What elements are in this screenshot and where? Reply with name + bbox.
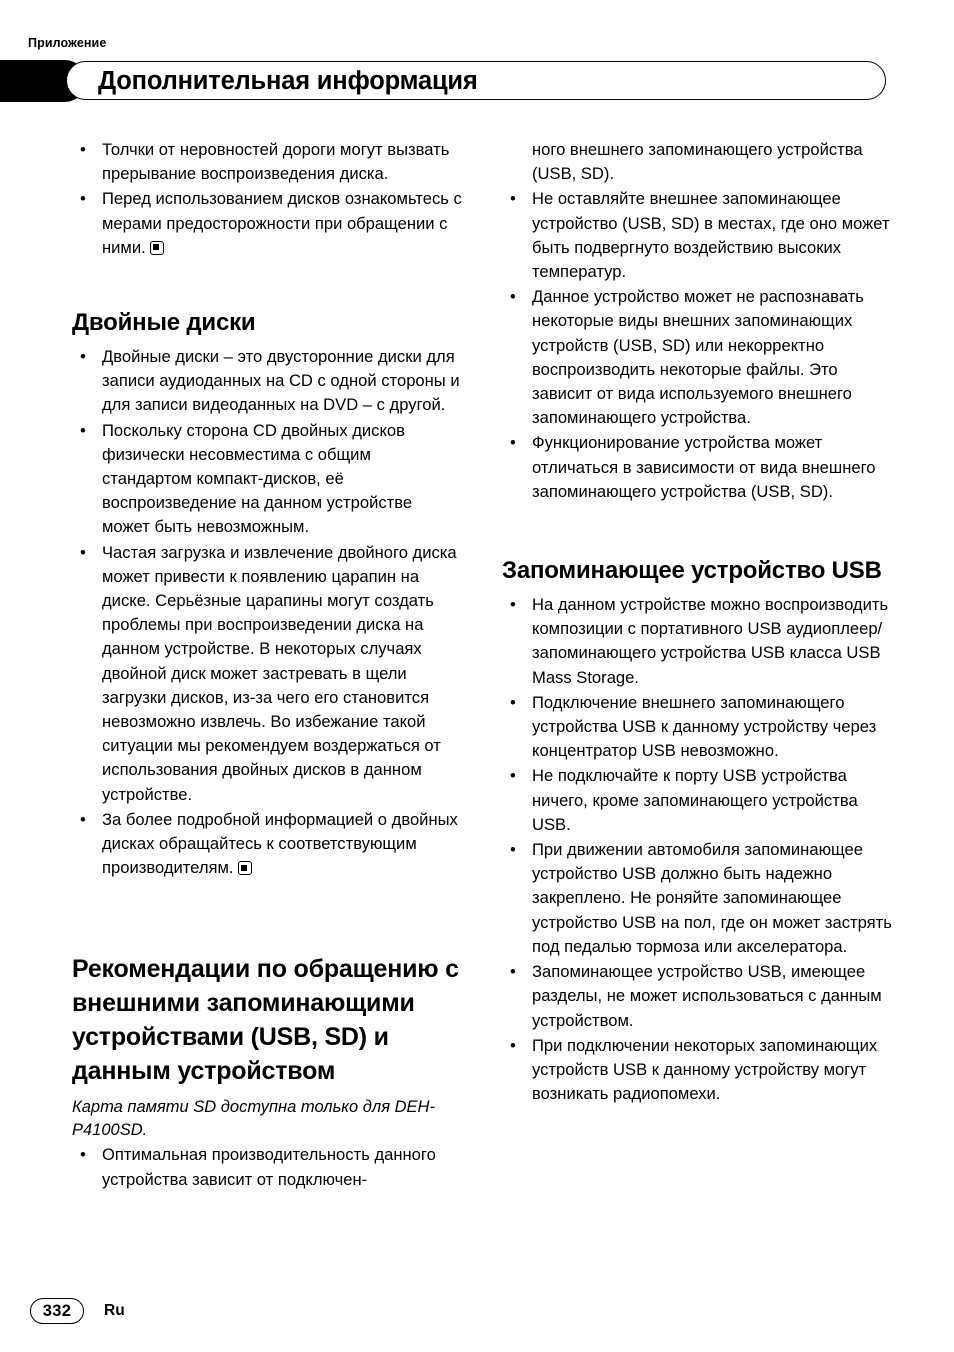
bullet-icon: •	[80, 809, 86, 829]
bullet-icon: •	[510, 189, 516, 209]
list-item	[502, 431, 892, 504]
list-item	[502, 960, 892, 1033]
bullet-icon: •	[80, 1145, 86, 1165]
list-item-text: На данном устройстве можно воспроизводить композиции с портативного USB аудиоплеер/запоминающего устройства USB класса USB Mass Storage.	[532, 595, 889, 687]
sd-availability-note: Карта памяти SD доступна только для DEH-P4100SD.	[72, 1098, 435, 1139]
list-item	[502, 285, 892, 430]
bullet-icon: •	[510, 692, 516, 712]
list-item	[502, 764, 892, 837]
list-item-text: Не подключайте к порту USB устройства ничего, кроме запоминающего устройства USB.	[532, 766, 858, 834]
dual-discs-bullet-list	[72, 345, 462, 880]
list-item	[72, 187, 462, 260]
list-item-text: Оптимальная производительность данного устройства зависит от подключен-	[102, 1145, 436, 1189]
list-item	[72, 808, 462, 881]
list-item-text: При подключении некоторых запоминающих устройств USB к данному устройству могут возникать радиопомехи.	[532, 1035, 878, 1104]
list-item	[502, 187, 892, 284]
external-storage-bullet-list-continued	[502, 187, 892, 504]
list-item	[72, 541, 462, 807]
list-item	[502, 691, 892, 764]
end-of-section-icon	[150, 241, 164, 255]
bullet-icon: •	[80, 140, 86, 159]
continuation-text: ного внешнего запоминающего устройства (USB, SD).	[532, 140, 863, 184]
usb-bullet-list	[502, 593, 892, 1106]
intro-bullet-list	[72, 138, 462, 260]
bullet-icon: •	[510, 287, 516, 307]
page-number-badge: 332	[30, 1298, 84, 1324]
heading-usb-storage: Запоминающее устройство USB	[502, 557, 882, 585]
list-item-text: Не оставляйте внешнее запоминающее устройство (USB, SD) в местах, где оно может быть подвергнуто воздействию высоких температур.	[532, 189, 890, 282]
list-item	[502, 838, 892, 959]
bullet-icon: •	[510, 595, 516, 615]
list-item	[72, 1143, 462, 1191]
list-item-text: При движении автомобиля запоминающее устройство USB должно быть надежно закреплено. Не роняйте запоминающее устройство USB на пол, где он может застрять под педалью тормоза или акселератора.	[532, 840, 892, 956]
heading-dual-discs: Двойные диски	[72, 309, 256, 337]
running-head: Приложение	[28, 36, 107, 50]
heading-external-storage: Рекомендации по обращению с внешними запоминающими устройствами (USB, SD) и данным устройством	[72, 955, 459, 1086]
bullet-icon: •	[510, 1035, 516, 1055]
left-column	[72, 138, 462, 1193]
list-item-text: Подключение внешнего запоминающего устройства USB к данному устройству через концентратор USB невозможно.	[532, 692, 877, 761]
language-code: Ru	[104, 1302, 125, 1319]
bullet-icon: •	[80, 542, 86, 562]
bullet-icon: •	[80, 347, 86, 367]
external-storage-bullet-list	[72, 1143, 462, 1191]
list-item	[502, 1034, 892, 1107]
page-footer	[30, 1298, 125, 1324]
end-of-section-icon	[238, 861, 252, 875]
list-item-text: Поскольку сторона CD двойных дисков физически несовместима с общим стандартом компакт-дисков, её воспроизведение на данном устройстве может быть невозможным.	[102, 420, 413, 537]
list-item	[72, 138, 462, 186]
bullet-icon: •	[510, 840, 516, 860]
list-item	[502, 593, 892, 690]
list-item-text: Толчки от неровностей дороги могут вызвать прерывание воспроизведения диска.	[102, 140, 450, 184]
list-item-text: Двойные диски – это двусторонние диски для записи аудиоданных на CD с одной стороны и для записи видеоданных на DVD – с другой.	[102, 347, 460, 415]
list-item-text: За более подробной информацией о двойных дисках обращайтесь к соответствующим производителям.	[102, 809, 458, 878]
list-item-text: Функционирование устройства может отличаться в зависимости от вида внешнего запоминающего устройства (USB, SD).	[532, 433, 876, 501]
list-item-text: Перед использованием дисков ознакомьтесь с мерами предосторожности при обращении с ними.	[102, 189, 462, 257]
bullet-icon: •	[80, 420, 86, 440]
list-item-text: Запоминающее устройство USB, имеющее разделы, не может использоваться с данным устройством.	[532, 962, 882, 1030]
list-item	[72, 419, 462, 540]
bullet-icon: •	[510, 962, 516, 982]
bullet-icon: •	[80, 189, 86, 209]
page-title: Дополнительная информация	[98, 67, 478, 95]
list-item	[72, 345, 462, 418]
bullet-icon: •	[510, 766, 516, 786]
list-item-text: Данное устройство может не распознавать некоторые виды внешних запоминающих устройств (USB, SD) или некорректно воспроизводить некоторые файлы. Это зависит от вида используемого внешнего запоминающего устройства.	[532, 287, 864, 428]
list-item-text: Частая загрузка и извлечение двойного диска может привести к появлению царапин на диске. Серьёзные царапины могут создать проблемы при воспроизведении диска на данном устройстве. В некоторых случаях двойной диск может застревать в щели загрузки дисков, из-за чего его становится невозможно извлечь. Во избежание такой ситуации мы рекомендуем воздержаться от использования двойных дисков в данном устройстве.	[102, 542, 457, 804]
bullet-icon: •	[510, 433, 516, 453]
right-column	[502, 138, 892, 1107]
